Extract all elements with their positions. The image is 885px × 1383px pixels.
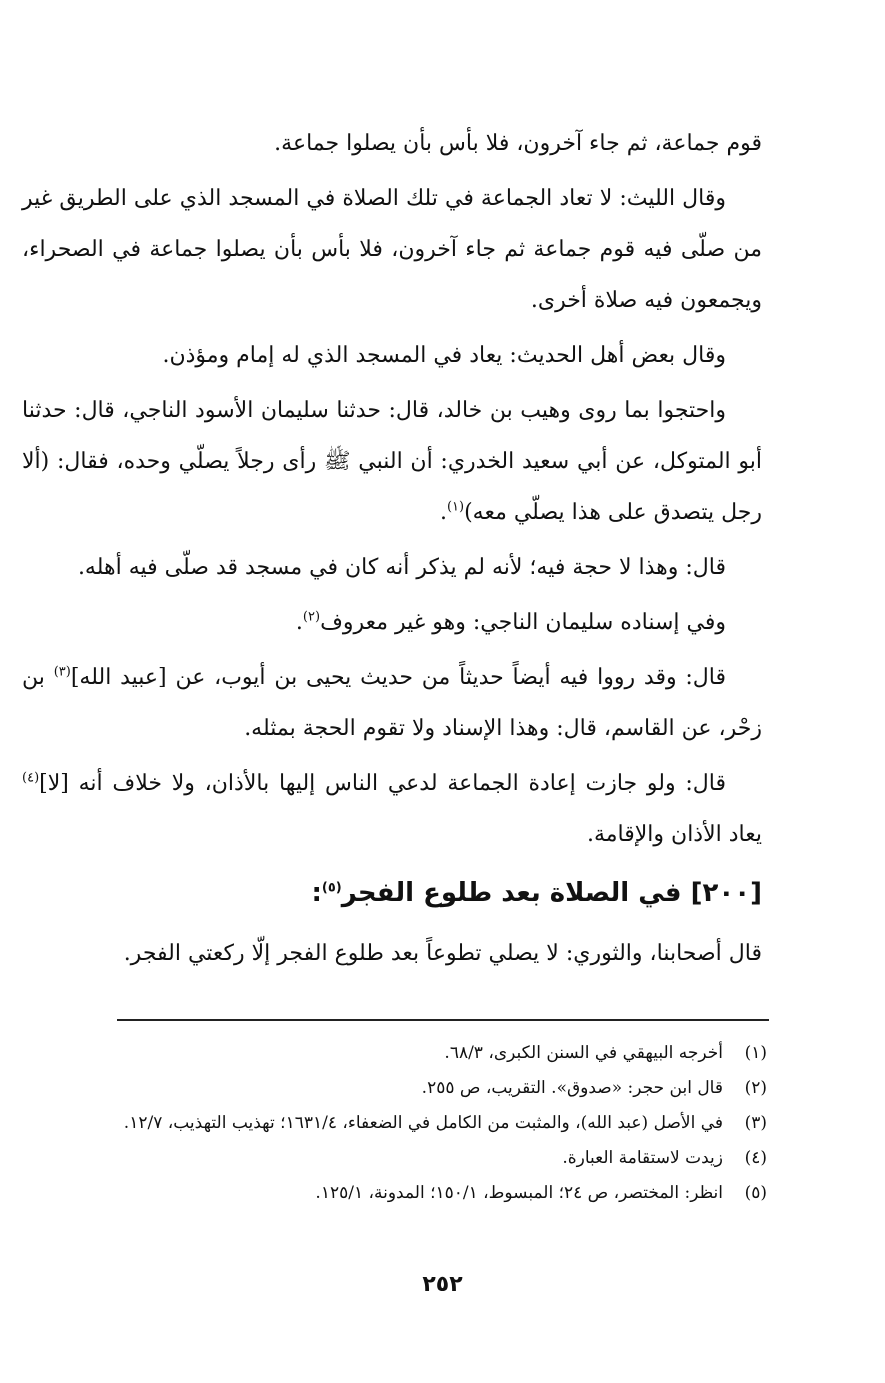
footnote-text: أخرجه البيهقي في السنن الكبرى، ٦٨/٣. — [444, 1043, 723, 1063]
footnote-ref: (١) — [446, 499, 465, 515]
footnote-ref: (٣) — [53, 664, 71, 680]
footnote-text: زيدت لاستقامة العبارة. — [562, 1148, 723, 1168]
footnote — [22, 1176, 767, 1211]
paragraph-text-after: . — [295, 610, 303, 635]
paragraph-text-after: . — [439, 500, 447, 525]
footnote-number: (٣) — [744, 1113, 767, 1133]
paragraph-text-after: بن زحْر، عن القاسم، قال: وهذا الإسناد ولا تقوم الحجة بمثله. — [22, 665, 762, 741]
footnote-number: (٢) — [744, 1078, 767, 1098]
footnote — [22, 1141, 767, 1176]
footnote — [22, 1106, 767, 1141]
footnote-ref: (٤) — [22, 770, 40, 786]
footnote-text: قال ابن حجر: «صدوق». التقريب، ص ٢٥٥. — [421, 1078, 723, 1098]
page-number: ٢٥٢ — [422, 1272, 463, 1297]
footnote — [22, 1036, 767, 1071]
paragraph: قال: وهذا لا حجة فيه؛ لأنه لم يذكر أنه كان في مسجد قد صلّى فيه أهله. — [77, 555, 726, 580]
footnote-ref: (٢) — [302, 609, 321, 625]
paragraph — [22, 652, 762, 754]
paragraph-text: وفي إسناده سليمان الناجي: وهو غير معروف — [320, 610, 726, 635]
footnote-divider — [117, 1019, 769, 1021]
paragraph: قال أصحابنا، والثوري: لا يصلي تطوعاً بعد طلوع الفجر إلّا ركعتي الفجر. — [123, 941, 762, 966]
paragraph: وقال الليث: لا تعاد الجماعة في تلك الصلاة في المسجد الذي على الطريق غير من صلّى فيه قوم جماعة ثم جاء آخرون، فلا بأس بأن يصلوا جماعة في الصحراء، ويجمعون فيه صلاة أخرى. — [22, 186, 762, 313]
section-heading — [22, 866, 762, 920]
paragraph: وقال بعض أهل الحديث: يعاد في المسجد الذي له إمام ومؤذن. — [162, 343, 726, 368]
heading-text: [٢٠٠] في الصلاة بعد طلوع الفجر — [341, 878, 762, 908]
paragraph-text: قال: ولو جازت إعادة الجماعة لدعي الناس إليها بالأذان، ولا خلاف أنه [لا] — [39, 771, 726, 796]
footnote-text: انظر: المختصر، ص ٢٤؛ المبسوط، ١٥٠/١؛ المدونة، ١٢٥/١. — [315, 1183, 723, 1203]
paragraph — [22, 597, 762, 648]
footnote-number: (٤) — [744, 1148, 767, 1168]
footnotes — [22, 1036, 767, 1211]
paragraph-text: قال: وقد رووا فيه أيضاً حديثاً من حديث يحيى بن أيوب، عن [عبيد الله] — [70, 665, 726, 690]
footnote — [22, 1071, 767, 1106]
footnote-number: (٥) — [744, 1183, 767, 1203]
paragraph: قوم جماعة، ثم جاء آخرون، فلا بأس بأن يصلوا جماعة. — [274, 131, 762, 156]
footnote-text: في الأصل (عبد الله)، والمثبت من الكامل في الضعفاء، ١٦٣١/٤؛ تهذيب التهذيب، ١٢/٧. — [123, 1113, 723, 1133]
main-text — [22, 118, 762, 983]
footnote-ref: (٥) — [321, 880, 342, 896]
footnote-number: (١) — [744, 1043, 767, 1063]
paragraph — [22, 758, 762, 860]
paragraph-text: واحتجوا بما روى وهيب بن خالد، قال: حدثنا سليمان الأسود الناجي، قال: حدثنا أبو المتوكل، عن أبي سعيد الخدري: أن النبي ﷺ رأى رجلاً يصلّي وحده، فقال: (ألا رجل يتصدق على هذا يصلّي معه) — [22, 398, 762, 525]
heading-colon: : — [311, 878, 322, 908]
paragraph-text-after: يعاد الأذان والإقامة. — [586, 822, 762, 847]
paragraph — [22, 385, 762, 538]
